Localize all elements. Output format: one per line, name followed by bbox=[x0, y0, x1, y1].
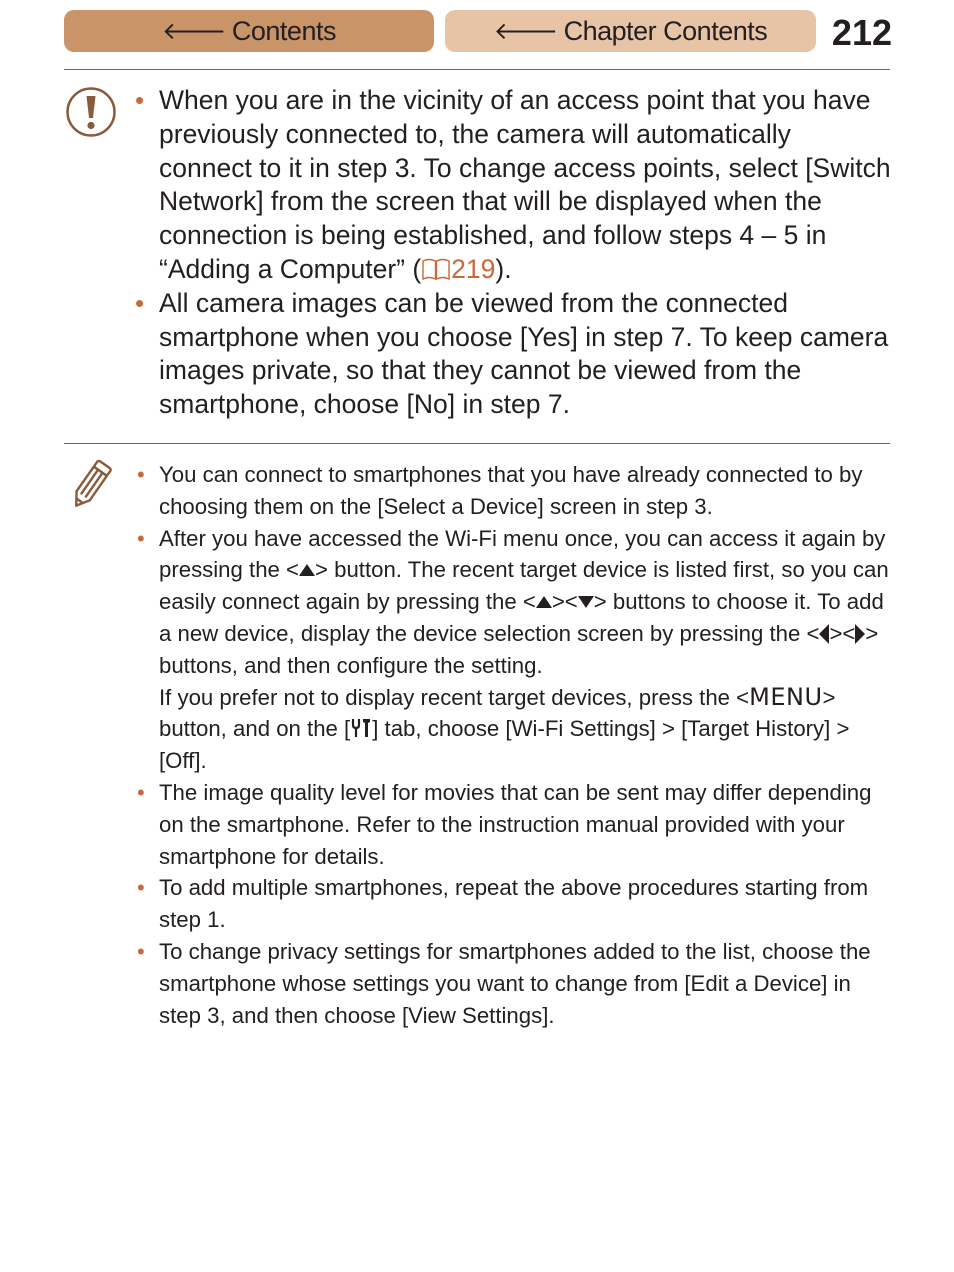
contents-button-label: Contents bbox=[231, 15, 336, 46]
middle-divider bbox=[64, 443, 890, 444]
bullet-icon: • bbox=[135, 85, 145, 115]
list-item: • You can connect to smartphones that you have already connected to by choosing them on the [Select a Device] screen in step 3. bbox=[159, 459, 891, 523]
left-button-icon bbox=[819, 624, 829, 644]
back-arrow-icon: 🡐 bbox=[162, 18, 226, 45]
list-item: • When you are in the vicinity of an access point that you have previously connected to, the camera will automatically connect to it in step 3. To change access points, select [Switch Network] from the screen that will be displayed when the connection is being established, and follow steps 4 – 5 in “Adding a Computer” ( 219). bbox=[135, 85, 891, 284]
caution-list bbox=[135, 84, 891, 422]
list-item: • The image quality level for movies that can be sent may differ depending on the smartphone. Refer to the instruction manual provided with your smartphone for details. bbox=[159, 777, 891, 872]
bullet-icon: • bbox=[135, 287, 145, 318]
up-button-icon bbox=[536, 596, 552, 608]
list-item: • All camera images can be viewed from the connected smartphone when you choose [Yes] in step 7. To keep camera images private, so that they cannot be viewed from the smartphone, choose [No] in step 7. bbox=[135, 287, 889, 420]
back-arrow-icon: 🡐 bbox=[493, 18, 558, 45]
bullet-icon: • bbox=[137, 462, 145, 487]
bullet-icon: • bbox=[137, 938, 145, 964]
list-item: • To add multiple smartphones, repeat the above procedures starting from step 1. bbox=[159, 872, 891, 936]
tools-tab-icon bbox=[350, 717, 372, 739]
pencil-icon bbox=[66, 458, 114, 514]
right-button-icon bbox=[855, 624, 865, 644]
chapter-contents-button-label: Chapter Contents bbox=[563, 15, 768, 46]
notes-list bbox=[137, 459, 891, 1031]
top-divider bbox=[64, 69, 890, 70]
list-item: • To change privacy settings for smartphones added to the list, choose the smartphone whose settings you want to change from [Edit a Device] in step 3, and then choose [View Settings]. bbox=[159, 936, 891, 1031]
caution-icon bbox=[65, 86, 117, 138]
bullet-icon: • bbox=[137, 525, 145, 551]
page-number: 212 bbox=[831, 12, 892, 53]
contents-button[interactable] bbox=[64, 10, 434, 52]
bullet-icon: • bbox=[137, 875, 145, 901]
chapter-contents-button[interactable] bbox=[445, 10, 816, 52]
page-reference-link[interactable]: 219 bbox=[421, 254, 495, 284]
book-icon bbox=[421, 257, 451, 281]
menu-button-icon: MENU bbox=[749, 682, 823, 711]
up-button-icon bbox=[299, 564, 315, 576]
down-button-icon bbox=[578, 596, 594, 608]
list-item: • After you have accessed the Wi-Fi menu once, you can access it again by pressing the < > button. The recent target device is listed first, so you can easily connect again by pressing the < >< > buttons to choose it. To add a new device, display the device selection screen by pressing the < >< > buttons, and then configure the setting. If you prefer not to display recent target devices, press the <MENU> button, and on the [ ] tab, choose [Wi-Fi Settings] > [Target History] > [Off]. bbox=[159, 523, 891, 777]
bullet-icon: • bbox=[137, 779, 145, 805]
